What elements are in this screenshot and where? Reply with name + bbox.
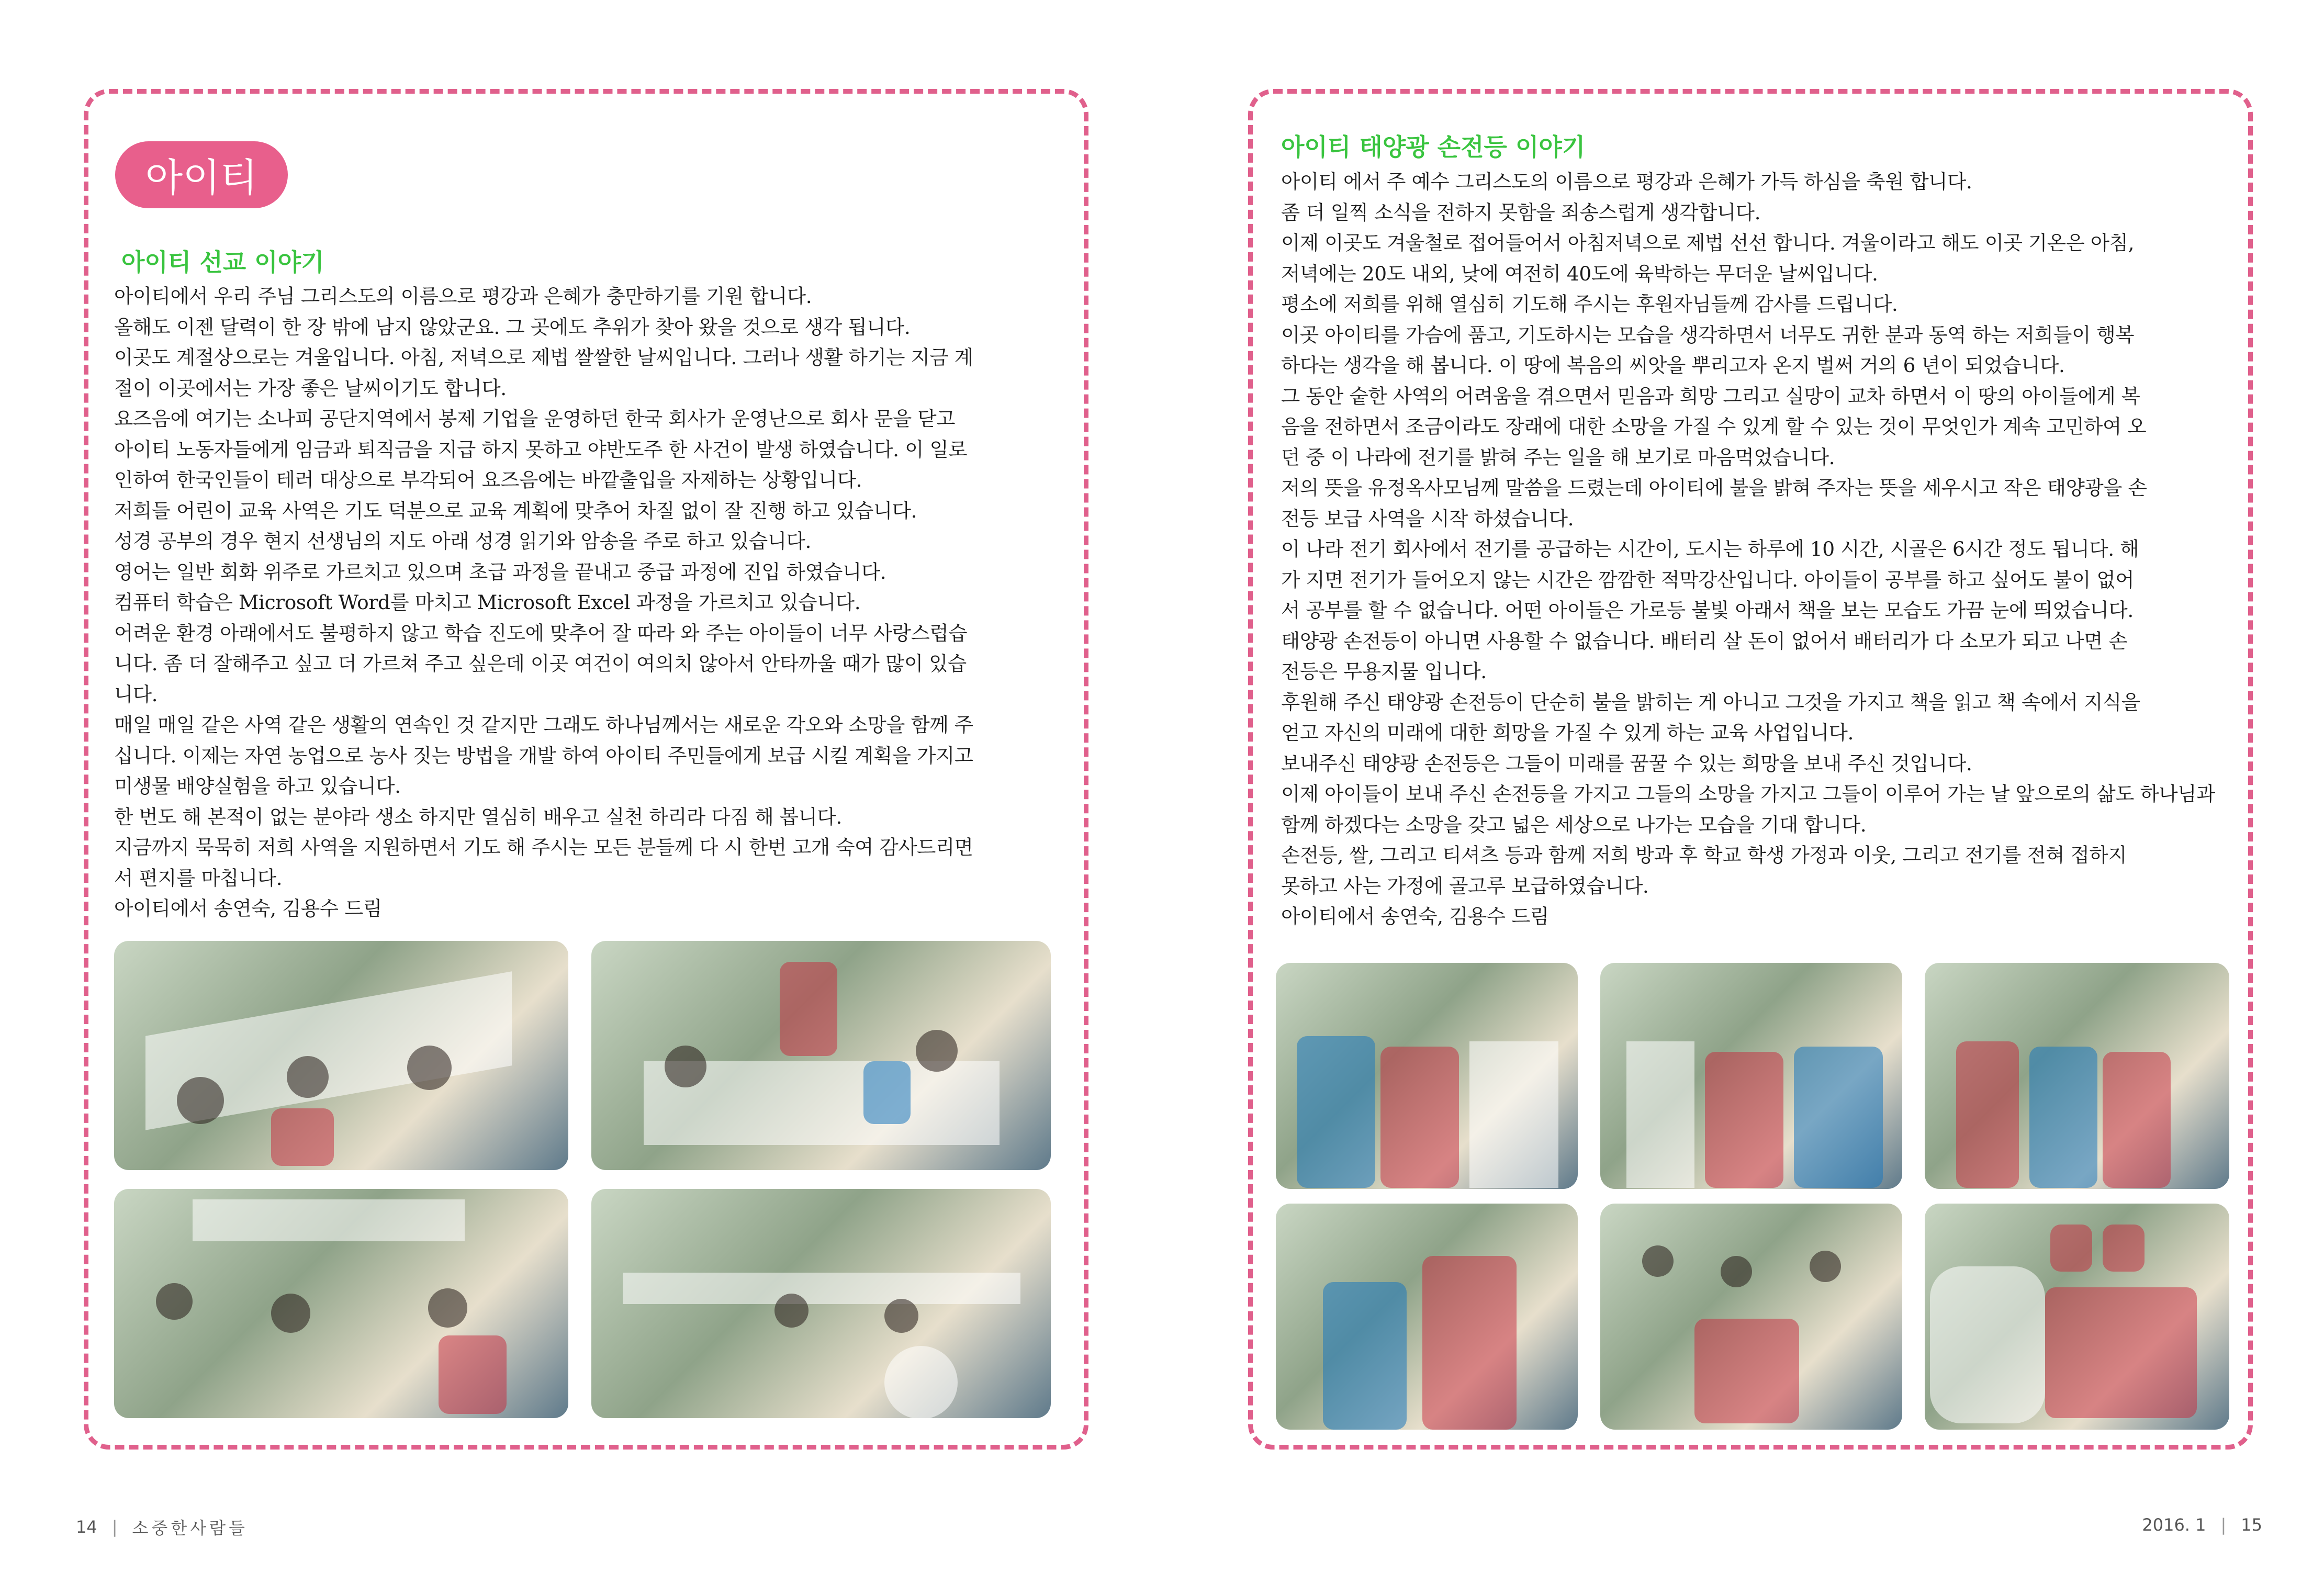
photo-classroom-bible-study <box>114 941 568 1170</box>
body-line: 아이티 에서 주 예수 그리스도의 이름으로 평강과 은혜가 가득 하심을 축원 합니다. <box>1281 170 1972 193</box>
body-line: 보내주신 태양광 손전등은 그들이 미래를 꿈꿀 수 있는 희망을 보내 주신 것입니다. <box>1281 751 1972 775</box>
photo-family-with-flashlight-3 <box>1925 963 2229 1189</box>
right-article-heading: 아이티 태양광 손전등 이야기 <box>1281 133 1586 161</box>
body-line: 이제 아이들이 보내 주신 손전등을 가지고 그들의 소망을 가지고 그들이 이루어 가는 날 앞으로의 삶도 하나님과 <box>1281 782 2215 805</box>
footer-separator: | <box>2220 1515 2227 1535</box>
body-line: 매일 매일 같은 사역 같은 생활의 연속인 것 같지만 그래도 하나님께서는 새로운 각오와 소망을 함께 주 <box>114 713 973 736</box>
body-line: 그 동안 숱한 사역의 어려움을 겪으면서 믿음과 희망 그리고 실망이 교차 하면서 이 땅의 아이들에게 복 <box>1281 384 2140 408</box>
body-line: 한 번도 해 본적이 없는 분야라 생소 하지만 열심히 배우고 실천 하리라 다짐 해 봅니다. <box>114 805 842 828</box>
body-line: 얻고 자신의 미래에 대한 희망을 가질 수 있게 하는 교육 사업입니다. <box>1281 721 1854 744</box>
photo-group-with-flashlights <box>1600 1204 1902 1430</box>
body-line: 서 공부를 할 수 없습니다. 어떤 아이들은 가로등 불빛 아래서 책을 보는 모습도 가끔 눈에 띄었습니다. <box>1281 599 2134 622</box>
body-line: 올해도 이젠 달력이 한 장 밖에 남지 않았군요. 그 곳에도 추위가 찾아 왔을 것으로 생각 됩니다. <box>114 315 911 339</box>
body-line: 좀 더 일찍 소식을 전하지 못함을 죄송스럽게 생각합니다. <box>1281 200 1761 224</box>
body-line: 손전등, 쌀, 그리고 티셔츠 등과 함께 저희 방과 후 학교 학생 가정과 이웃, 그리고 전기를 전혀 접하지 <box>1281 844 2127 867</box>
body-line: 저녁에는 20도 내외, 낮에 여전히 40도에 육박하는 무더운 날씨입니다. <box>1281 262 1878 285</box>
body-line: 어려운 환경 아래에서도 불평하지 않고 학습 진도에 맞추어 잘 따라 와 주는 아이들이 너무 사랑스럽습 <box>114 621 968 645</box>
right-page-number: 15 <box>2241 1515 2262 1535</box>
body-line: 저희들 어린이 교육 사역은 기도 덕분으로 교육 계획에 맞추어 차질 없이 잘 진행 하고 있습니다. <box>114 499 917 522</box>
magazine-name: 소중한사람들 <box>132 1518 248 1538</box>
photo-flashlight-boxes <box>1925 1204 2229 1430</box>
left-article-heading: 아이티 선교 이야기 <box>121 248 324 276</box>
body-line: 하다는 생각을 해 봅니다. 이 땅에 복음의 씨앗을 뿌리고자 온지 벌써 거의 6 년이 되었습니다. <box>1281 354 2065 377</box>
body-line: 아이티에서 송연숙, 김용수 드림 <box>114 897 382 920</box>
footer-separator: | <box>111 1517 118 1537</box>
right-article-body <box>1281 166 2239 932</box>
body-line: 아이티 노동자들에게 임금과 퇴직금을 지급 하지 못하고 야반도주 한 사건이 발생 하였습니다. 이 일로 <box>114 437 968 461</box>
body-line: 후원해 주신 태양광 손전등이 단순히 불을 밝히는 게 아니고 그것을 가지고 책을 읽고 책 속에서 지식을 <box>1281 690 2140 714</box>
body-line: 컴퓨터 학습은 Microsoft Word를 마치고 Microsoft Excel 과정을 가르치고 있습니다. <box>114 591 861 614</box>
footer-right <box>2142 1515 2262 1535</box>
body-line: 태양광 손전등이 아니면 사용할 수 없습니다. 배터리 살 돈이 없어서 배터리가 다 소모가 되고 나면 손 <box>1281 629 2128 653</box>
body-line: 아이티에서 송연숙, 김용수 드림 <box>1281 905 1549 928</box>
body-line: 지금까지 묵묵히 저희 사역을 지원하면서 기도 해 주시는 모든 분들께 다 시 한번 고개 숙여 감사드리면 <box>114 836 973 859</box>
section-label-badge: 아이티 <box>115 141 288 208</box>
left-page-number: 14 <box>76 1517 97 1537</box>
body-line: 요즈음에 여기는 소나피 공단지역에서 봉제 기업을 운영하던 한국 회사가 운영난으로 회사 문을 닫고 <box>114 407 956 430</box>
body-line: 전등 보급 사역을 시작 하셨습니다. <box>1281 507 1574 530</box>
photo-students-reading <box>591 941 1051 1170</box>
body-line: 아이티에서 우리 주님 그리스도의 이름으로 평강과 은혜가 충만하기를 기원 합니다. <box>114 285 812 308</box>
body-line: 이곳 아이티를 가슴에 품고, 기도하시는 모습을 생각하면서 너무도 귀한 분과 동역 하는 저희들이 행복 <box>1281 323 2135 346</box>
body-line: 영어는 일반 회화 위주로 가르치고 있으며 초급 과정을 끝내고 중급 과정에 진입 하였습니다. <box>114 560 886 583</box>
body-line: 인하여 한국인들이 테러 대상으로 부각되어 요즈음에는 바깥출입을 자제하는 상황입니다. <box>114 468 862 491</box>
body-line: 이곳도 계절상으로는 겨울입니다. 아침, 저녁으로 제법 쌀쌀한 날씨입니다. 그러나 생활 하기는 지금 계 <box>114 346 973 369</box>
body-line: 미생물 배양실험을 하고 있습니다. <box>114 774 401 798</box>
body-line: 십니다. 이제는 자연 농업으로 농사 짓는 방법을 개발 하여 아이티 주민들에게 보급 시킬 계획을 가지고 <box>114 744 973 767</box>
body-line: 이제 이곳도 겨울철로 접어들어서 아침저녁으로 제법 선선 합니다. 겨울이라고 해도 이곳 기온은 아침, <box>1281 231 2135 254</box>
body-line: 음을 전하면서 조금이라도 장래에 대한 소망을 가질 수 있게 할 수 있는 것이 무엇인가 계속 고민하여 오 <box>1281 415 2147 438</box>
body-line: 전등은 무용지물 입니다. <box>1281 660 1487 683</box>
photo-computer-lab-girls <box>114 1189 568 1418</box>
body-line: 함께 하겠다는 소망을 갖고 넓은 세상으로 나가는 모습을 기대 합니다. <box>1281 813 1867 836</box>
photo-computer-lab-class <box>591 1189 1051 1418</box>
photo-family-with-flashlight-1 <box>1276 963 1578 1189</box>
photo-family-with-flashlight-2 <box>1600 963 1902 1189</box>
body-line: 서 편지를 마칩니다. <box>114 866 283 890</box>
body-line: 절이 이곳에서는 가장 좋은 날씨이기도 합니다. <box>114 376 507 400</box>
body-line: 가 지면 전기가 들어오지 않는 시간은 깜깜한 적막강산입니다. 아이들이 공부를 하고 싶어도 불이 없어 <box>1281 568 2135 591</box>
footer-left <box>76 1515 248 1539</box>
body-line: 이 나라 전기 회사에서 전기를 공급하는 시간이, 도시는 하루에 10 시간, 시골은 6시간 정도 됩니다. 해 <box>1281 537 2139 560</box>
body-line: 던 중 이 나라에 전기를 밝혀 주는 일을 해 보기로 마음먹었습니다. <box>1281 445 1835 469</box>
body-line: 저의 뜻을 유정옥사모님께 말씀을 드렸는데 아이티에 불을 밝혀 주자는 뜻을 세우시고 작은 태양광을 손 <box>1281 476 2147 499</box>
body-line: 성경 공부의 경우 현지 선생님의 지도 아래 성경 읽기와 암송을 주로 하고 있습니다. <box>114 530 811 553</box>
left-article-body <box>114 281 1056 924</box>
body-line: 평소에 저희를 위해 열심히 기도해 주시는 후원자님들께 감사를 드립니다. <box>1281 293 1898 316</box>
body-line: 니다. 좀 더 잘해주고 싶고 더 가르쳐 주고 싶은데 이곳 여건이 여의치 않아서 안타까울 때가 많이 있습 <box>114 652 967 675</box>
body-line: 니다. <box>114 682 158 706</box>
photo-grandmother-and-girl <box>1276 1204 1578 1430</box>
body-line: 못하고 사는 가정에 골고루 보급하였습니다. <box>1281 874 1649 897</box>
issue-date: 2016. 1 <box>2142 1515 2206 1535</box>
